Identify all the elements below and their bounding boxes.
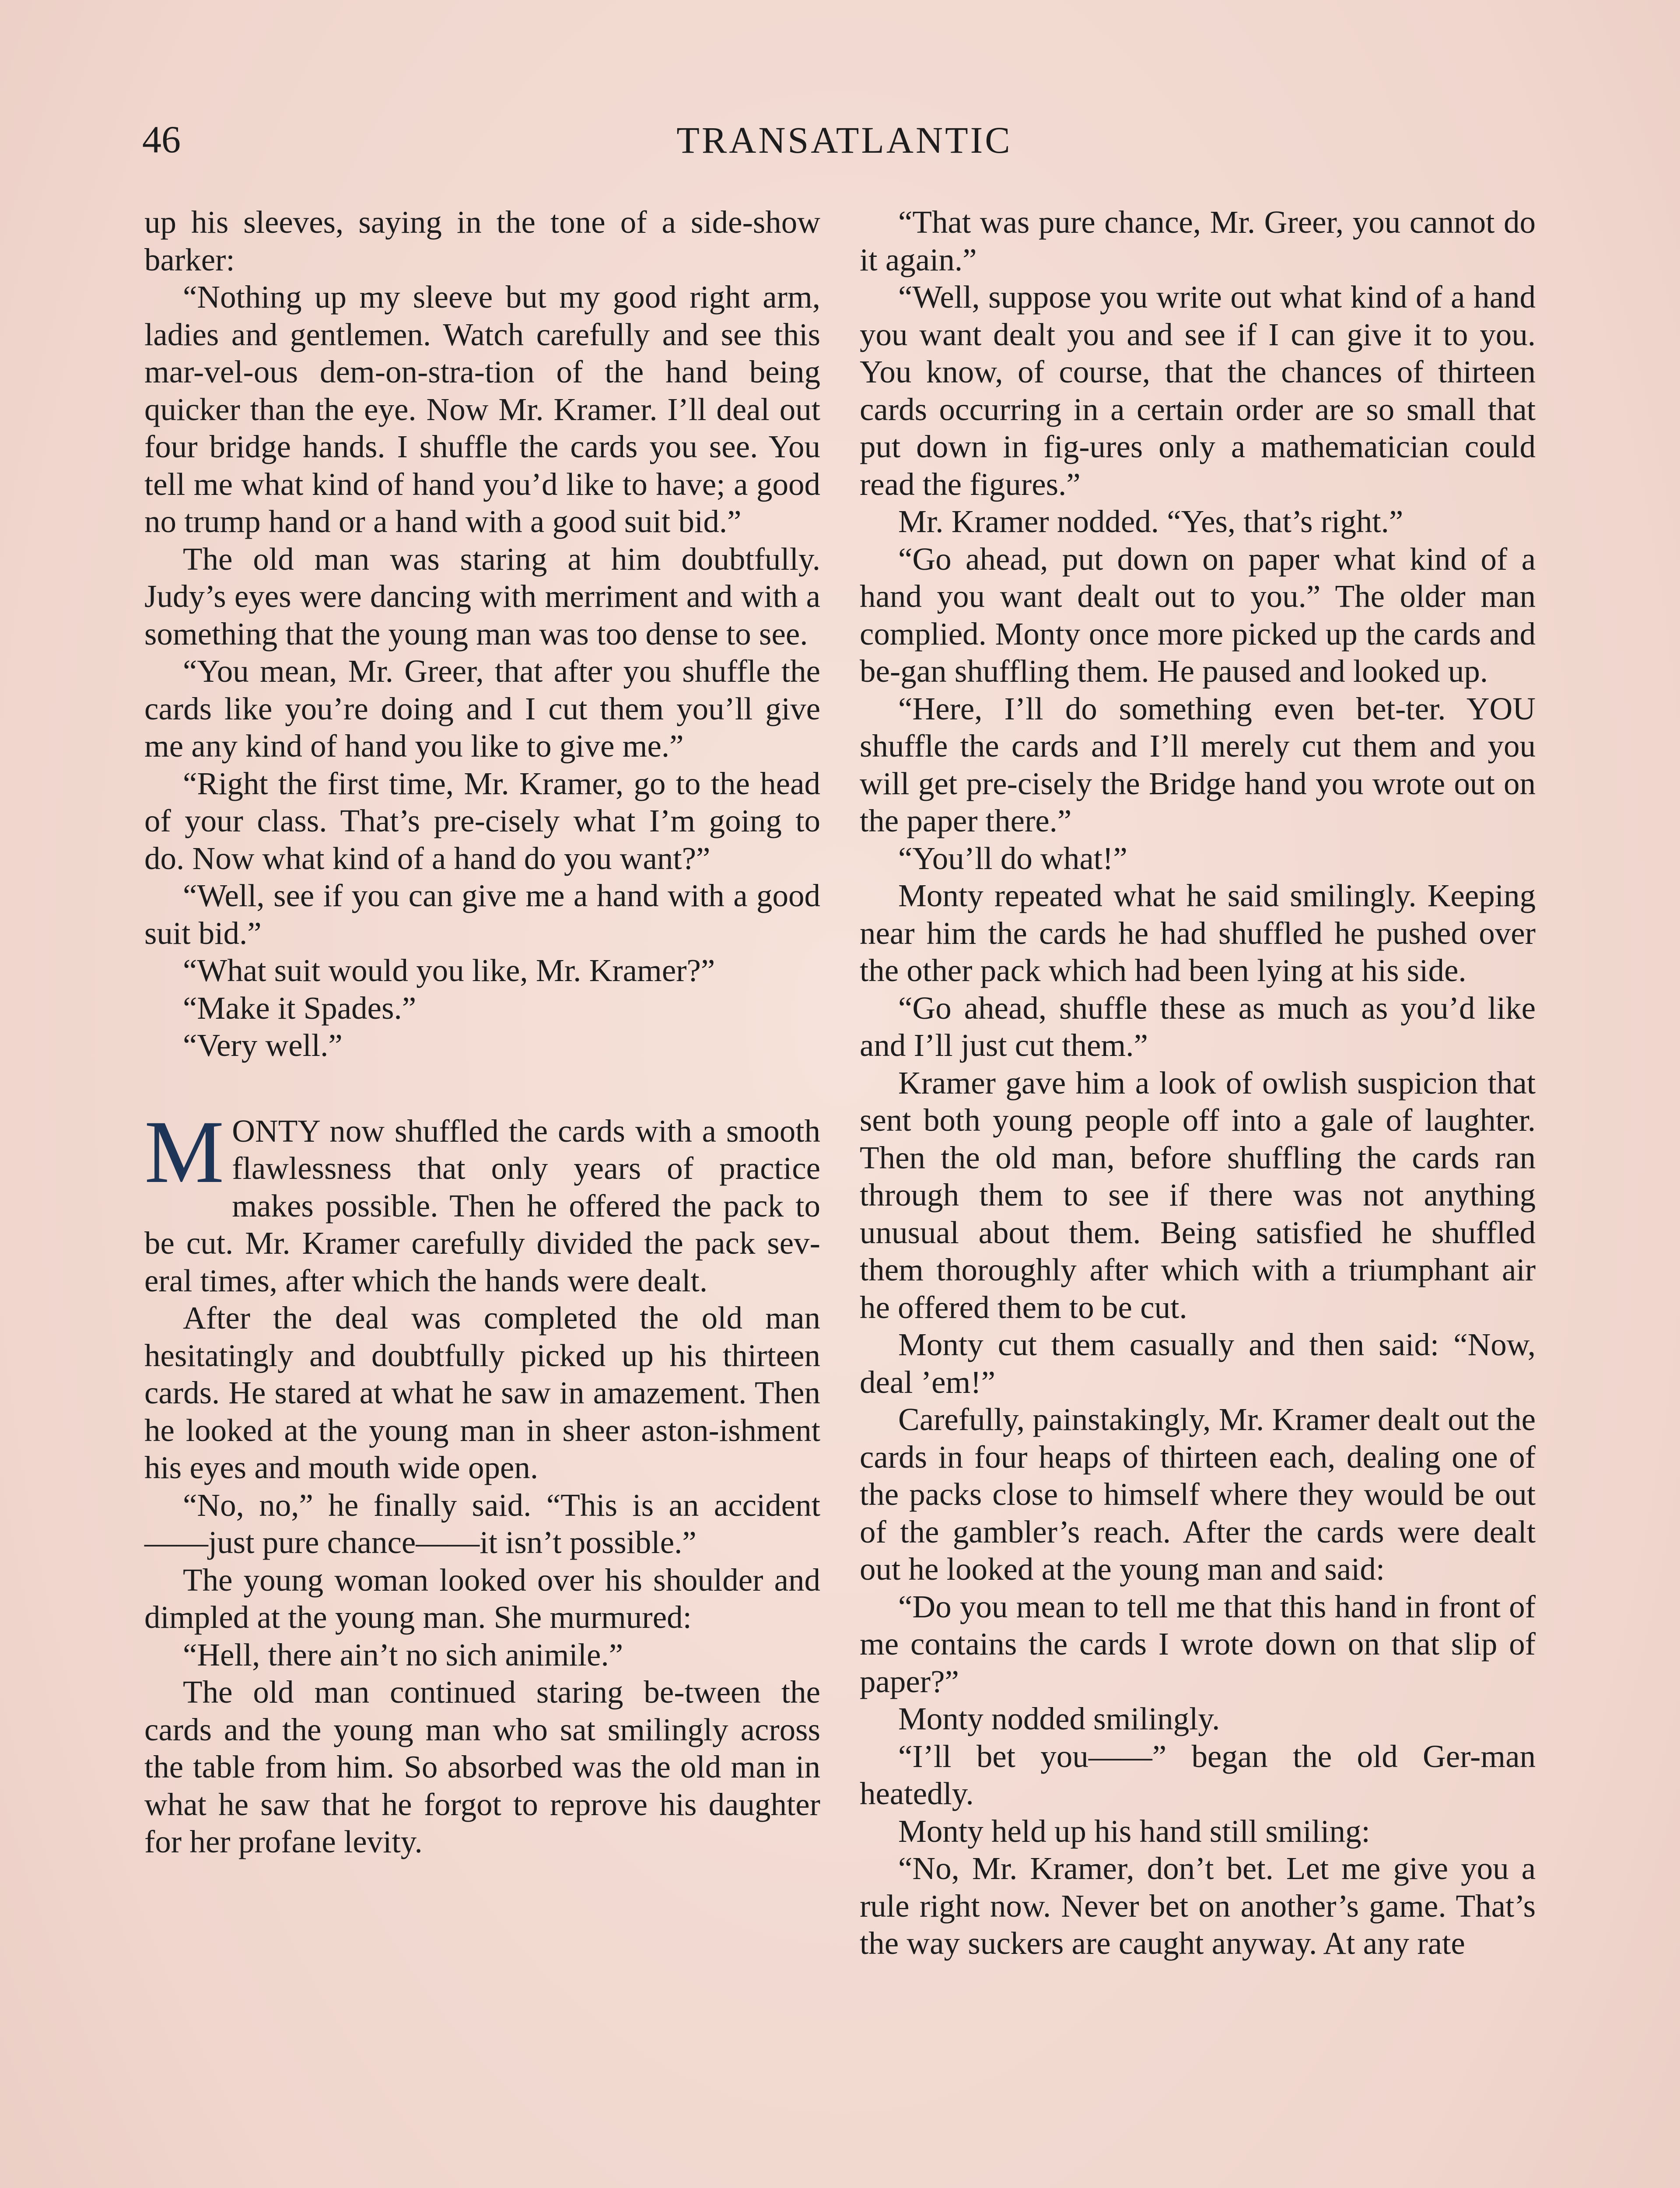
paragraph: “No, Mr. Kramer, don’t bet. Let me give you a rule right now. Never bet on another’s game. That’s the way suckers are caught anyway. At any rate — [860, 1851, 1536, 1961]
drop-cap-letter: M — [144, 1102, 224, 1202]
paragraph: “Make it Spades.” — [183, 990, 416, 1026]
paragraph: Monty nodded smilingly. — [898, 1701, 1220, 1736]
paragraph: “You’ll do what!” — [898, 840, 1127, 876]
paragraph: The young woman looked over his shoulder and dimpled at the young man. She murmured: — [144, 1562, 820, 1635]
paragraph: After the deal was completed the old man hesitatingly and doubtfully picked up his thirteen cards. He stared at what he saw in amazement. Then he looked at the young man in sheer aston-ishment his eyes and mouth wide open. — [144, 1300, 820, 1485]
paragraph: “Go ahead, shuffle these as much as you’d like and I’ll just cut them.” — [860, 990, 1536, 1063]
paragraph: “What suit would you like, Mr. Kramer?” — [183, 953, 715, 988]
paragraph: “Do you mean to tell me that this hand in front of me contains the cards I wrote down on that slip of paper?” — [860, 1588, 1536, 1699]
paragraph: Mr. Kramer nodded. “Yes, that’s right.” — [898, 504, 1404, 539]
paragraph: Carefully, painstakingly, Mr. Kramer dealt out the cards in four heaps of thirteen each, dealing one of the packs close to himself where they would be out of the gambler’s reach. After the cards were dealt out he looked at the young man and said: — [860, 1402, 1536, 1587]
paragraph: Monty repeated what he said smilingly. Keeping near him the cards he had shuffled he pushed over the other pack which had been lying at his side. — [860, 878, 1536, 988]
paragraph-text: ONTY now shuffled the cards with a smooth flawlessness that only years of practice makes possible. Then he offered the pack to be cut. Mr. Kramer carefully divided the pack sev-eral times, after which the hands were dealt. — [144, 1113, 820, 1298]
paragraph: “Go ahead, put down on paper what kind of a hand you want dealt out to you.” The older man complied. Monty once more picked up the cards and be-gan shuffling them. He paused and looked up. — [860, 541, 1536, 689]
section-opening-paragraph — [144, 1102, 820, 1300]
paragraph: “I’ll bet you——” began the old Ger-man heatedly. — [860, 1738, 1536, 1811]
running-title: TRANSATLANTIC — [676, 119, 1012, 161]
paragraph: “Well, see if you can give me a hand with a good suit bid.” — [144, 878, 820, 951]
paragraph: up his sleeves, saying in the tone of a side-show barker: — [144, 204, 820, 277]
paragraph: “That was pure chance, Mr. Greer, you cannot do it again.” — [860, 204, 1536, 277]
paragraph: “No, no,” he finally said. “This is an accident——just pure chance——it isn’t possible.” — [144, 1487, 820, 1560]
paragraph: “Right the first time, Mr. Kramer, go to the head of your class. That’s pre-cisely what I’m going to do. Now what kind of a hand do you want?” — [144, 765, 820, 876]
page-header — [142, 114, 1547, 166]
right-column — [860, 203, 1536, 1962]
paragraph: “You mean, Mr. Greer, that after you shuffle the cards like you’re doing and I cut them you’ll give me any kind of hand you like to give me.” — [144, 653, 820, 764]
paragraph: “Hell, there ain’t no sich animile.” — [183, 1637, 623, 1673]
paragraph: “Here, I’ll do something even bet-ter. YOU shuffle the cards and I’ll merely cut them and you will get pre-cisely the Bridge hand you wrote out on the paper there.” — [860, 691, 1536, 838]
paragraph: Monty cut them casually and then said: “Now, deal ’em!” — [860, 1327, 1536, 1400]
paragraph: The old man continued staring be-tween the cards and the young man who sat smilingly across the table from him. So absorbed was the old man in what he saw that he forgot to reprove his daughter for her profane levity. — [144, 1674, 820, 1859]
paragraph: “Well, suppose you write out what kind of a hand you want dealt you and see if I can give it to you. You know, of course, that the chances of thirteen cards occurring in a certain order are so small that put down in fig-ures only a mathematician could read the figures.” — [860, 279, 1536, 502]
paragraph: The old man was staring at him doubtfully. Judy’s eyes were dancing with merriment and with a something that the young man was too dense to see. — [144, 541, 820, 652]
paragraph: Kramer gave him a look of owlish suspicion that sent both young people off into a gale of laughter. Then the old man, before shuffling the cards ran through them to see if there was not anything unusual about them. Being satisfied he shuffled them thoroughly after which with a triumphant air he offered them to be cut. — [860, 1065, 1536, 1325]
paragraph: “Nothing up my sleeve but my good right arm, ladies and gentlemen. Watch carefully and see this mar-vel-ous dem-on-stra-tion of the hand being quicker than the eye. Now Mr. Kramer. I’ll deal out four bridge hands. I shuffle the cards you see. You tell me what kind of hand you’d like to have; a good no trump hand or a hand with a good suit bid.” — [144, 279, 820, 539]
page-number: 46 — [142, 119, 181, 161]
paragraph: Monty held up his hand still smiling: — [898, 1813, 1370, 1849]
left-column — [144, 203, 820, 1861]
paragraph: “Very well.” — [183, 1027, 343, 1063]
